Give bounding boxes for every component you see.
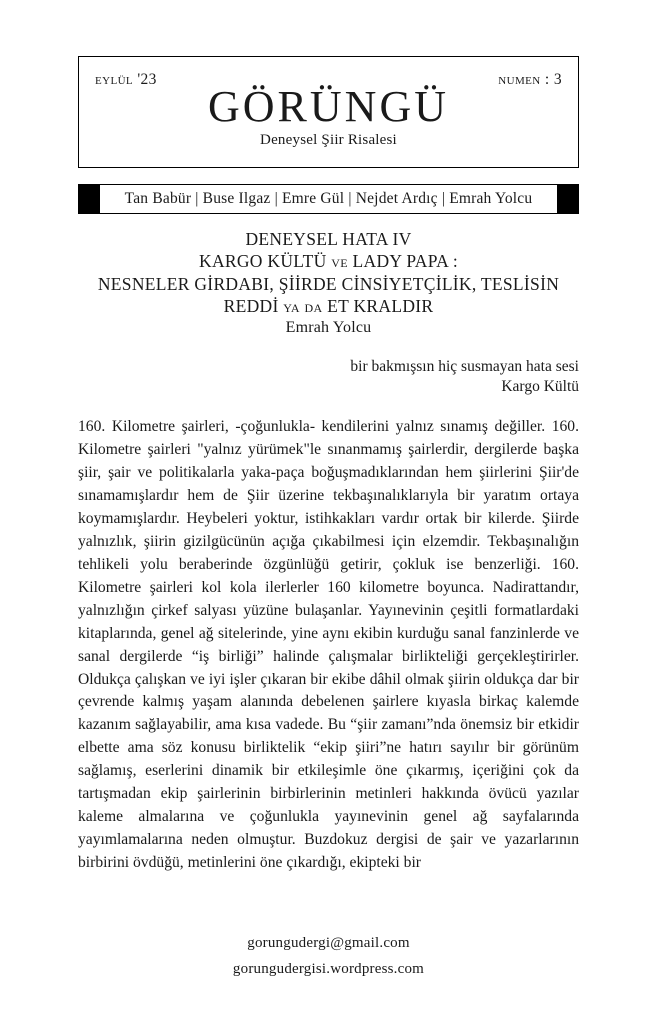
article-body xyxy=(78,416,579,874)
masthead xyxy=(78,56,579,168)
epigraph-text: bir bakmışsın hiç susmayan hata sesi xyxy=(350,357,579,375)
magazine-subtitle: Deneysel Şiir Risalesi xyxy=(260,132,397,148)
magazine-title: GÖRÜNGÜ xyxy=(208,82,449,131)
contributors-bar xyxy=(78,184,579,214)
epigraph xyxy=(78,357,579,399)
footer-email: gorungudergi@gmail.com xyxy=(247,935,410,951)
contributors-list: Tan Babür | Buse Ilgaz | Emre Gül | Nejdet Ardıç | Emrah Yolcu xyxy=(100,184,557,214)
contributors-left-block xyxy=(78,184,100,214)
article-author: Emrah Yolcu xyxy=(285,318,372,336)
page-footer xyxy=(0,931,657,982)
article-body-paragraph: 160. Kilometre şairleri, -çoğunlukla- kendilerini yalnız sınamış değiller. 160. Kilometre şairleri "yalnız yürümek"le sınanmamış şairlerdir, dergilerde başka şiir, şair ve politikalarla yaka-paça boğuşmadıklarından hem şiirlerini Şiir'de sınamamışlardır hem de Şiir üzerine tekbaşınalıklarıyla bir yaratım ortaya koymamışlardır. Heybeleri yoktur, istihkakları vardır ortak bir kilerde. Şiirde yalnızlık, şiirin gizilgücünün açığa çıkabilmesi için elzemdir. Tekbaşınalığın tehlikeli yolu beraberinde özgünlüğü getirir, çokluk ise benzerliği. 160. Kilometre şairleri kol kola ilerlerler 160 kilometre boyunca. Nadirattandır, yalnızlığın çirkef salyası yüzüne bulaşanlar. Yayınevinin çeşitli formatlardaki kitaplarında, genel ağ sitelerinde, yine aynı ekibin kurduğu sanal fanzinlerde ve sanal dergilerde “iş birliği” halinde çalışmalar birlikteliği gerçekleştirirler. Oldukça çalışkan ve iyi işler çıkaran bir ekibe dâhil olmak şiirin oldukça dar bir çevrende kalmış yaşam alanında debelenen şairlere kıyasla birkaç kalemde kazanım sağlayabilir, ama kısa vadede. Bu “şiir zamanı”nda önemsiz bir etkidir elbette ama söz konusu birliktelik “ekip şiiri”ne hatırı sayılır bir görünüm sağlamış, eserlerini dinamik bir etkileşimle öne çıkarmış, içeriğini çok da tartışmadan ekip şairlerinin birbirlerinin metinleri hakkında övücü yazılar kaleme almalarına ve çoğunlukla yayınevinin genel ağ sayfalarında yayımlamalarına neden olmuştur. Buzdokuz dergisi de şair ve yazarlarının birbirini övdüğü, metinlerini öne çıkardığı, ekipteki bir xyxy=(78,418,579,871)
article-title-line-2: KARGO KÜLTÜ ve LADY PAPA : xyxy=(199,251,458,272)
article-title-line-1: DENEYSEL HATA IV xyxy=(245,229,412,249)
issue-number: numen : 3 xyxy=(498,71,562,88)
contributors-right-block xyxy=(557,184,579,214)
article-title-line-3: NESNELER GİRDABI, ŞİİRDE CİNSİYETÇİLİK, TESLİSİN xyxy=(97,273,560,294)
article-title-line-4: REDDİ ya da ET KRALDIR xyxy=(223,296,434,317)
footer-website: gorungudergisi.wordpress.com xyxy=(232,960,425,977)
article-title xyxy=(78,228,579,318)
epigraph-source: Kargo Kültü xyxy=(501,378,579,396)
issue-date: eylül '23 xyxy=(95,71,157,88)
